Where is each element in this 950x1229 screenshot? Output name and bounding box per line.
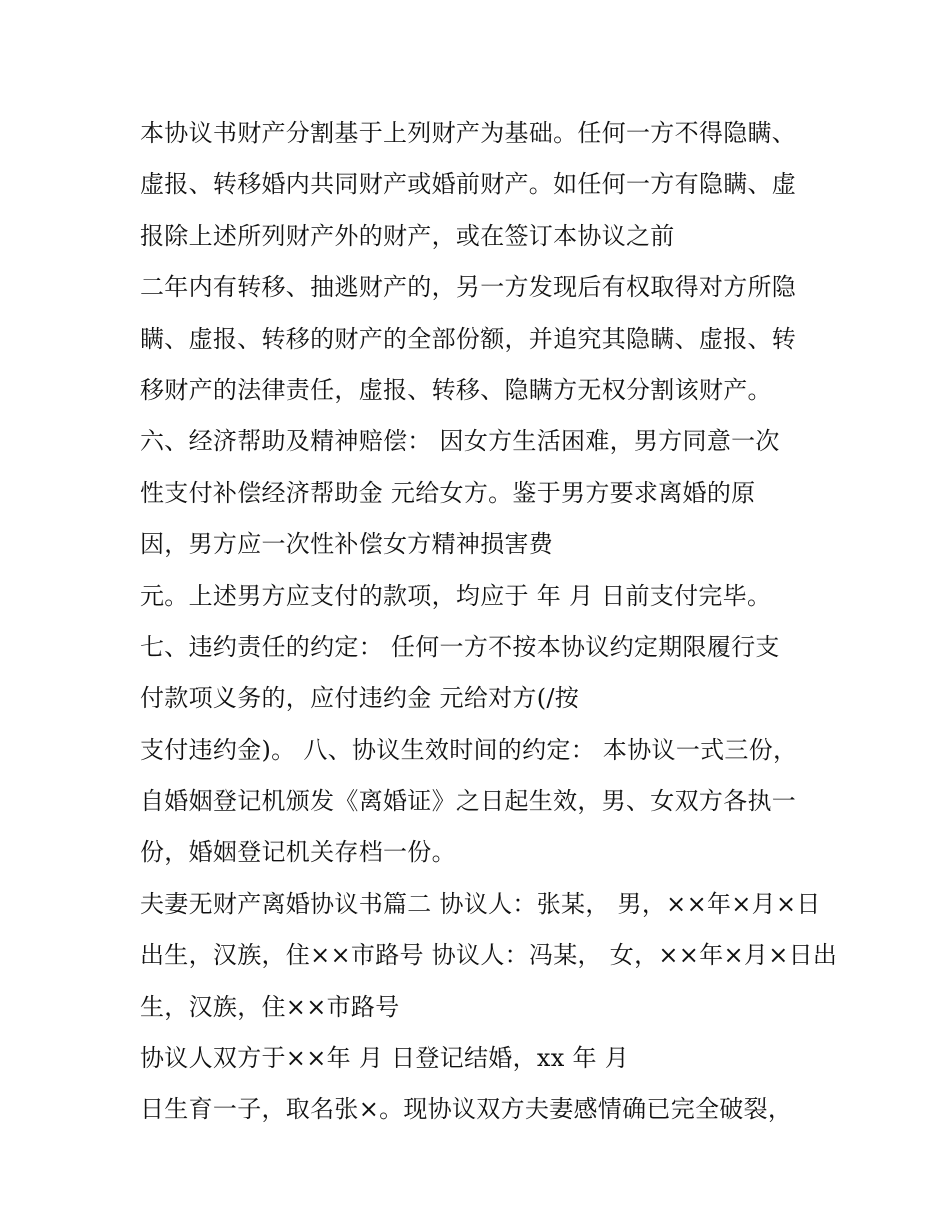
text-line: 性支付补偿经济帮助金 元给女方。鉴于男方要求离婚的原 [140, 478, 756, 507]
text-line: 六、经济帮助及精神赔偿： 因女方生活困难，男方同意一次 [140, 427, 780, 456]
text-line: 瞒、虚报、转移的财产的全部份额，并追究其隐瞒、虚报、转 [140, 324, 797, 353]
text-line: 移财产的法律责任，虚报、转移、隐瞒方无权分割该财产。 [140, 375, 772, 404]
text-line: 份，婚姻登记机关存档一份。 [140, 838, 456, 867]
text-line: 自婚姻登记机颁发《离婚证》之日起生效，男、女双方各执一 [140, 787, 797, 816]
text-line: 二年内有转移、抽逃财产的，另一方发现后有权取得对方所隐 [140, 273, 797, 302]
text-line: 支付违约金)。 八、协议生效时间的约定： 本协议一式三份， [140, 735, 798, 764]
document-body [140, 108, 838, 1136]
text-line: 虚报、转移婚内共同财产或婚前财产。如任何一方有隐瞒、虚 [140, 170, 797, 199]
text-line: 日生育一子，取名张×。现协议双方夫妻感情确已完全破裂， [140, 1095, 793, 1124]
text-line: 付款项义务的，应付违约金 元给对方(/按 [140, 684, 580, 713]
text-line: 夫妻无财产离婚协议书篇二 协议人：张某， 男，××年×月×日 [140, 889, 821, 918]
text-line: 元。上述男方应支付的款项，均应于 年 月 日前支付完毕。 [140, 581, 772, 610]
text-line: 因，男方应一次性补偿女方精神损害费 [140, 530, 554, 559]
text-line: 七、违约责任的约定： 任何一方不按本协议约定期限履行支 [140, 632, 780, 661]
text-line: 协议人双方于××年 月 日登记结婚，xx 年 月 [140, 1044, 630, 1073]
text-line: 生，汉族，住××市路号 [140, 992, 400, 1021]
text-line: 本协议书财产分割基于上列财产为基础。任何一方不得隐瞒、 [140, 119, 797, 147]
text-line: 出生，汉族，住××市路号 协议人：冯某， 女，××年×月×日出 [140, 941, 838, 970]
text-line: 报除上述所列财产外的财产，或在签订本协议之前 [140, 221, 675, 250]
